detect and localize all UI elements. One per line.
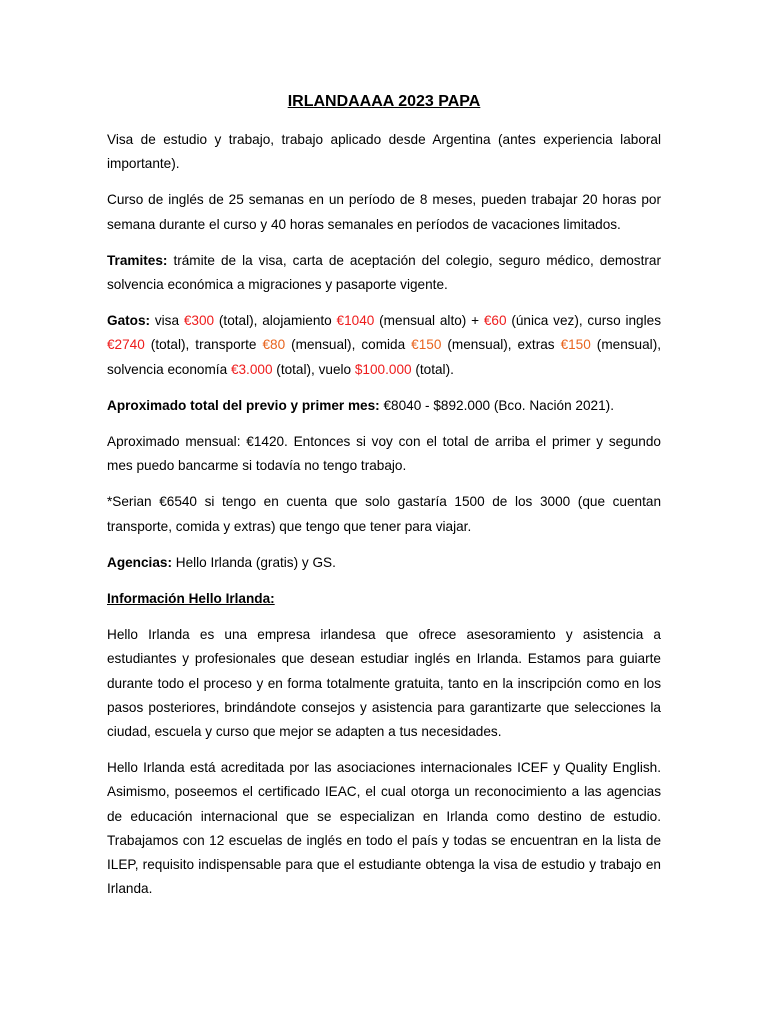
- gasto-value-solvencia: €3.000: [230, 361, 273, 377]
- gastos-label: Gatos:: [107, 313, 151, 329]
- paragraph-serian: *Serian €6540 si tengo en cuenta que solo gastaría 1500 de los 3000 (que cuentan transporte, comida y extras) que tengo que tener para viajar.: [107, 494, 661, 534]
- gasto-value-curso: €2740: [107, 337, 145, 353]
- paragraph-agencias: [107, 551, 661, 575]
- paragraph-tramites: [107, 249, 661, 297]
- gastos-text: (mensual), solvencia economía: [107, 337, 662, 377]
- gasto-value-unica-vez: €60: [483, 313, 507, 329]
- gastos-text: (total), vuelo: [272, 361, 355, 377]
- agencias-label: Agencias:: [107, 554, 172, 570]
- gastos-text: (total), alojamiento: [214, 313, 337, 329]
- gastos-text: (total).: [411, 361, 454, 377]
- aproximado-total-label: Aproximado total del previo y primer mes:: [107, 397, 380, 413]
- paragraph-visa: Visa de estudio y trabajo, trabajo aplicado desde Argentina (antes experiencia laboral importante).: [107, 132, 661, 172]
- gasto-value-visa: €300: [183, 313, 215, 329]
- paragraph-aproximado-mensual: Aproximado mensual: €1420. Entonces si voy con el total de arriba el primer y segundo mes puedo bancarme si todavía no tengo trabajo.: [107, 434, 661, 474]
- paragraph-gastos: [107, 309, 661, 382]
- tramites-text: trámite de la visa, carta de aceptación del colegio, seguro médico, demostrar solvencia económica a migraciones y pasaporte vigente.: [107, 252, 661, 293]
- gasto-value-alojamiento: €1040: [336, 313, 375, 329]
- gasto-value-extras: €150: [560, 337, 591, 353]
- tramites-label: Tramites:: [107, 252, 168, 268]
- gastos-text: (mensual), extras: [441, 337, 561, 353]
- paragraph-hello-irlanda-1: Hello Irlanda es una empresa irlandesa que ofrece asesoramiento y asistencia a estudiantes y profesionales que desean estudiar inglés en Irlanda. Estamos para guiarte durante todo el proceso y en forma totalmente gratuita, tanto en la inscripción como en los pasos posteriores, brindándote consejos y asistencia para garantizarte que selecciones la ciudad, escuela y curso que mejor se adapten a tus necesidades.: [107, 627, 661, 740]
- document-title: IRLANDAAAA 2023 PAPA: [287, 93, 481, 110]
- gasto-value-transporte: €80: [262, 337, 286, 353]
- aproximado-total-text: €8040 - $892.000 (Bco. Nación 2021).: [379, 397, 614, 413]
- gastos-text: (única vez), curso ingles: [506, 313, 661, 329]
- gasto-value-vuelo: $100.000: [354, 361, 412, 377]
- gastos-text: (total), transporte: [144, 337, 263, 353]
- gasto-value-comida: €150: [411, 337, 442, 353]
- paragraph-aproximado-total: [107, 394, 661, 418]
- paragraph-hello-irlanda-2: Hello Irlanda está acreditada por las asociaciones internacionales ICEF y Quality English. Asimismo, poseemos el certificado IEAC, el cual otorga un reconocimiento a las agencias de educación internacional que se especializan en Irlanda como destino de estudio. Trabajamos con 12 escuelas de inglés en todo el país y todas se encuentran en la lista de ILEP, requisito indispensable para que el estudiante obtenga la visa de estudio y trabajo en Irlanda.: [107, 760, 661, 897]
- gastos-text: visa: [150, 313, 184, 329]
- section-heading-hello-irlanda: [107, 587, 661, 611]
- gastos-text: (mensual alto) +: [374, 313, 484, 329]
- paragraph-curso: Curso de inglés de 25 semanas en un período de 8 meses, pueden trabajar 20 horas por semana durante el curso y 40 horas semanales en períodos de vacaciones limitados.: [107, 192, 661, 232]
- info-heading: Información Hello Irlanda:: [107, 591, 275, 607]
- agencias-text: Hello Irlanda (gratis) y GS.: [171, 554, 336, 570]
- gastos-text: (mensual), comida: [285, 337, 412, 353]
